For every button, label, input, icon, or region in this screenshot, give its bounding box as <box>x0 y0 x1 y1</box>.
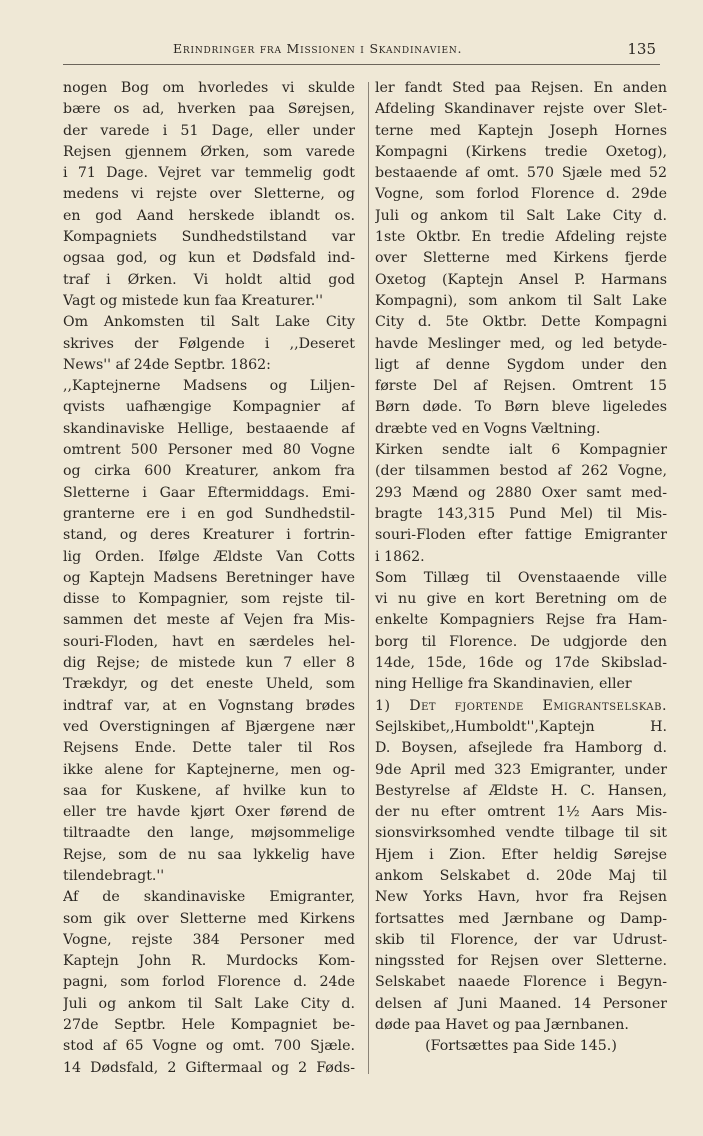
text-line: første Del af Rejsen. Omtrent 15 <box>375 378 667 395</box>
text-line: tilendebragt.'' <box>63 867 165 884</box>
text-line: der nu efter omtrent 1½ Aars Mis- <box>375 804 667 821</box>
text-line: 1ste Oktbr. En tredie Afdeling rejste <box>375 229 667 246</box>
text-line: skib til Florence, der var Udrust- <box>375 931 667 948</box>
text-line: sionsvirksomhed vendte tilbage til sit <box>375 825 667 842</box>
text-line: som gik over Sletterne med Kirkens <box>63 910 355 927</box>
right-column <box>375 78 667 1058</box>
text-line: enkelte Kompagniers Rejse fra Ham- <box>375 612 667 629</box>
text-line: delsen af Juni Maaned. 14 Personer <box>375 995 667 1012</box>
text-line: Kaptejn John R. Murdocks Kom- <box>63 953 355 970</box>
text-line: Rejsen gjennem Ørken, som varede <box>63 143 355 160</box>
text-line: medens vi rejste over Sletterne, og <box>63 186 355 203</box>
text-line: Kompagni), som ankom til Salt Lake <box>375 292 667 309</box>
text-line: Selskabet naaede Florence i Begyn- <box>375 974 667 991</box>
text-line: 27de Septbr. Hele Kompagniet be- <box>63 1017 355 1034</box>
text-line: ning Hellige fra Skandinavien, eller <box>375 676 632 693</box>
text-line: Hjem i Zion. Efter heldig Sørejse <box>375 846 667 863</box>
text-line: Vogne, som forlod Florence d. 29de <box>375 186 667 203</box>
text-line: en god Aand herskede iblandt os. <box>63 207 355 224</box>
text-line: Kirken sendte ialt 6 Kompagnier <box>375 442 667 459</box>
text-line: Rejsens Ende. Dette taler til Ros <box>63 740 355 757</box>
text-line: Kompagni (Kirkens tredie Oxetog), <box>375 143 667 160</box>
text-line: skandinaviske Hellige, bestaaende af <box>63 420 355 437</box>
text-line: bestaaende af omt. 570 Sjæle med 52 <box>375 165 667 182</box>
text-line: og Kaptejn Madsens Beretninger have <box>63 569 355 586</box>
text-line: ningssted for Rejsen over Sletterne. <box>375 953 667 970</box>
text-line: tiltraadte den lange, møjsommelige <box>63 825 355 842</box>
text-line: Juli og ankom til Salt Lake City d. <box>63 995 355 1012</box>
text-line: New Yorks Havn, hvor fra Rejsen <box>375 889 667 906</box>
text-line: sammen det meste af Vejen fra Mis- <box>63 612 355 629</box>
text-line: granterne ere i en god Sundhedstil- <box>63 505 355 522</box>
text-line: stod af 65 Vogne og omt. 700 Sjæle. <box>63 1038 355 1055</box>
text-line: souri-Floden, havt en særdeles hel- <box>63 633 355 650</box>
text-line: døde paa Havet og paa Jærnbanen. <box>375 1017 629 1034</box>
text-line: 9de April med 323 Emigranter, under <box>375 761 667 778</box>
text-line: dræbte ved en Vogns Væltning. <box>375 420 601 437</box>
text-line: City d. 5te Oktbr. Dette Kompagni <box>375 314 667 331</box>
text-line: saa for Kuskene, af hvilke kun to <box>63 782 355 799</box>
text-line: Sletterne i Gaar Eftermiddags. Emi- <box>63 484 355 501</box>
text-line: Vogne, rejste 384 Personer med <box>63 931 355 948</box>
text-line: 14 Dødsfald, 2 Giftermaal og 2 Føds- <box>63 1059 355 1076</box>
text-line: ogsaa god, og kun et Dødsfald ind- <box>63 250 355 267</box>
text-line: Juli og ankom til Salt Lake City d. <box>375 207 667 224</box>
text-line: 14de, 15de, 16de og 17de Skibslad- <box>375 655 667 672</box>
text-line: Afdeling Skandinaver rejste over Slet- <box>375 101 667 118</box>
text-line: Børn døde. To Børn bleve ligeledes <box>375 399 667 416</box>
text-line: ankom Selskabet d. 20de Maj til <box>375 867 667 884</box>
text-line: Kompagniets Sundhedstilstand var <box>63 229 355 246</box>
text-line: Oxetog (Kaptejn Ansel P. Harmans <box>375 271 667 288</box>
text-line: over Sletterne med Kirkens fjerde <box>375 250 667 267</box>
text-line: ,,Kaptejnerne Madsens og Liljen- <box>63 378 355 395</box>
text-line: ikke alene for Kaptejnerne, men og- <box>63 761 355 778</box>
text-line: i 1862. <box>375 548 425 565</box>
section-heading: 1) Det fjortende Emigrantselskab. <box>375 697 667 714</box>
text-line: Af de skandinaviske Emigranter, <box>63 889 355 906</box>
text-line: nogen Bog om hvorledes vi skulde <box>63 80 355 96</box>
text-line: vi nu give en kort Beretning om de <box>375 591 667 608</box>
page-header <box>63 38 660 65</box>
text-line: fortsattes med Jærnbane og Damp- <box>375 910 667 927</box>
text-line: (Fortsættes paa Side 145.) <box>425 1038 617 1055</box>
text-line: Rejse, som de nu saa lykkelig have <box>63 846 355 863</box>
text-line: Vagt og mistede kun faa Kreaturer.'' <box>63 292 324 309</box>
text-line: ler fandt Sted paa Rejsen. En anden <box>375 80 667 96</box>
text-line: der varede i 51 Dage, eller under <box>63 122 355 139</box>
text-line: Trækdyr, og det eneste Uheld, som <box>63 676 355 693</box>
text-line: ligt af denne Sygdom under den <box>375 356 667 373</box>
text-line: i 71 Dage. Vejret var temmelig godt <box>63 165 355 182</box>
text-line: skrives der Følgende i ,,Deseret <box>63 335 355 352</box>
text-line: Sejlskibet,,Humboldt'',Kaptejn H. <box>375 718 667 735</box>
text-line: (der tilsammen bestod af 262 Vogne, <box>375 463 667 480</box>
page-number: 135 <box>627 40 656 58</box>
text-line: disse to Kompagnier, som rejste til- <box>63 591 355 608</box>
text-line: News'' af 24de Septbr. 1862: <box>63 356 271 373</box>
text-line: 293 Mænd og 2880 Oxer samt med- <box>375 484 667 501</box>
text-line: havde Meslinger med, og led betyde- <box>375 335 667 352</box>
left-column <box>63 78 355 1079</box>
text-line: eller tre havde kjørt Oxer førend de <box>63 804 355 821</box>
text-line: stand, og deres Kreaturer i fortrin- <box>63 527 355 544</box>
text-line: borg til Florence. De udgjorde den <box>375 633 667 650</box>
text-line: Bestyrelse af Ældste H. C. Hansen, <box>375 782 667 799</box>
text-line: og cirka 600 Kreaturer, ankom fra <box>63 463 355 480</box>
text-line: bragte 143,315 Pund Mel) til Mis- <box>375 505 667 522</box>
text-line: bære os ad, hverken paa Sørejsen, <box>63 101 355 118</box>
text-line: terne med Kaptejn Joseph Hornes <box>375 122 667 139</box>
text-line: pagni, som forlod Florence d. 24de <box>63 974 355 991</box>
text-line: traf i Ørken. Vi holdt altid god <box>63 271 355 288</box>
text-line: dig Rejse; de mistede kun 7 eller 8 <box>63 655 355 672</box>
text-line: Om Ankomsten til Salt Lake City <box>63 314 355 331</box>
running-head: Erindringer fra Missionen i Skandinavien. <box>173 41 463 56</box>
text-line: D. Boysen, afsejlede fra Hamborg d. <box>375 740 667 757</box>
text-line: lig Orden. Ifølge Ældste Van Cotts <box>63 548 355 565</box>
text-line: Som Tillæg til Ovenstaaende ville <box>375 569 667 586</box>
text-line: qvists uafhængige Kompagnier af <box>63 399 355 416</box>
text-line: souri-Floden efter fattige Emigranter <box>375 527 667 544</box>
text-line: omtrent 500 Personer med 80 Vogne <box>63 442 355 459</box>
text-line: indtraf var, at en Vognstang brødes <box>63 697 355 714</box>
column-divider <box>368 82 369 1074</box>
text-line: ved Overstigningen af Bjærgene nær <box>63 718 355 735</box>
